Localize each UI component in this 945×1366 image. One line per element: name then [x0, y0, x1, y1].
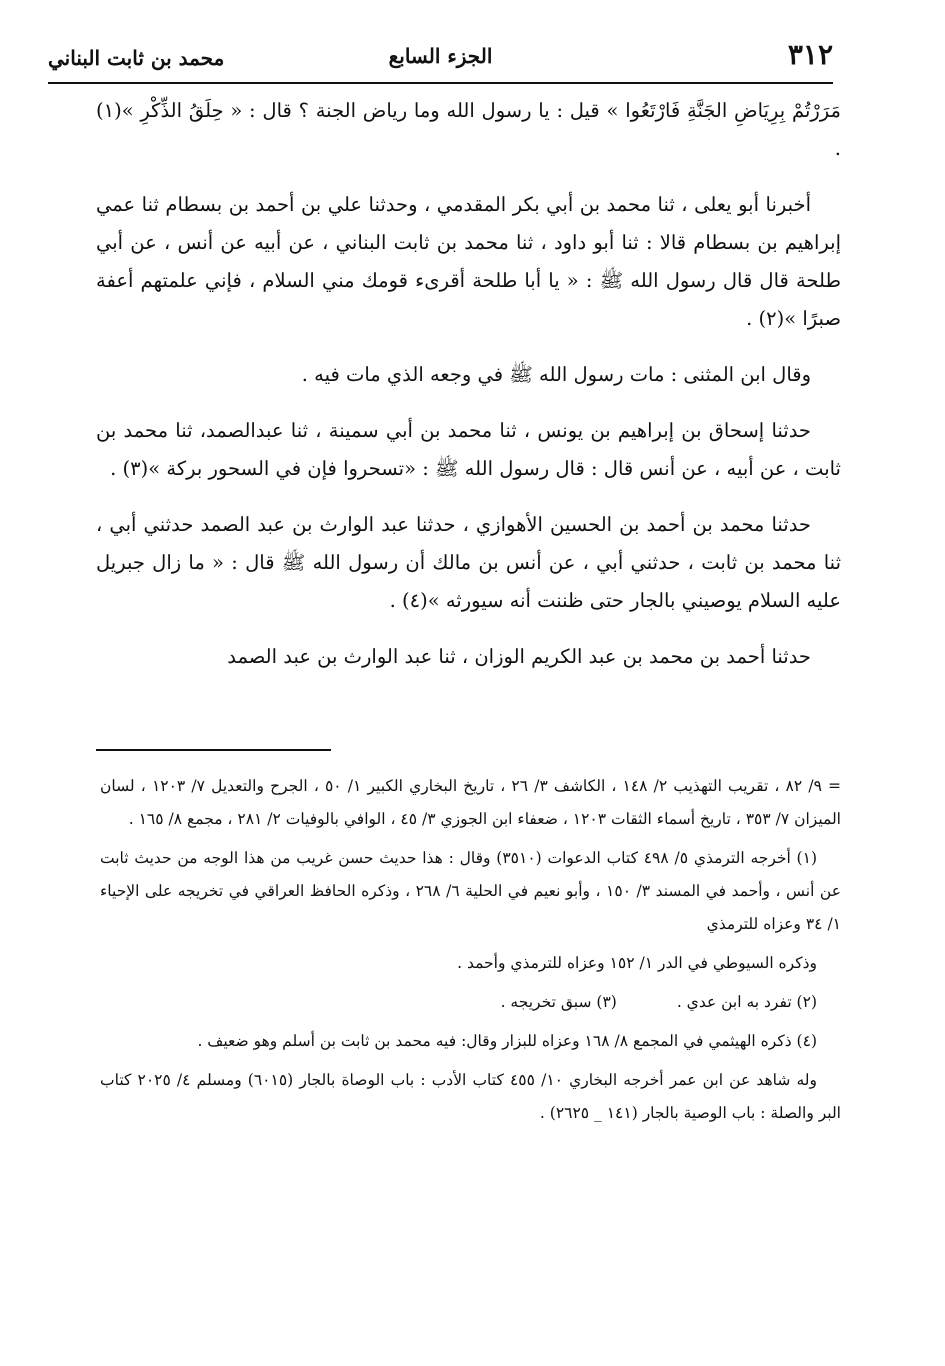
footnote-1-continued: وذكره السيوطي في الدر ١/ ١٥٢ وعزاه للترمذي وأحمد . [457, 954, 817, 972]
footnote-separator [96, 749, 331, 751]
footnote-4: (٤) ذكره الهيثمي في المجمع ٨/ ١٦٨ وعزاه للبزار وقال: فيه محمد بن ثابت بن أسلم وهو ضعيف . [197, 1032, 817, 1050]
footnote-4-witness: وله شاهد عن ابن عمر أخرجه البخاري ١٠/ ٤٥٥ كتاب الأدب : باب الوصاة بالجار (٦٠١٥) ومسلم ٤/ ٢٠٢٥ كتاب البر والصلة : باب الوصية بالجار (١٤١ _ ٢٦٢٥) . [100, 1071, 841, 1122]
header-rule [48, 82, 833, 84]
paragraph: حدثنا محمد بن أحمد بن الحسين الأهوازي ، حدثنا عبد الوارث بن عبد الصمد حدثني أبي ، ثنا محمد بن ثابت ، حدثني أبي ، عن أنس بن مالك أن رسول الله ﷺ قال : « ما زال جبريل عليه السلام يوصيني بالجار حتى ظننت أنه سيورثه »(٤) . [96, 513, 841, 612]
paragraph: حدثنا أحمد بن محمد بن عبد الكريم الوزان ، ثنا عبد الوارث بن عبد الصمد [227, 645, 811, 668]
paragraph: أخبرنا أبو يعلى ، ثنا محمد بن أبي بكر المقدمي ، وحدثنا علي بن أحمد بن بسطام ثنا عمي إبراهيم بن بسطام قالا : ثنا أبو داود ، ثنا محمد بن ثابت البناني ، عن أبيه عن أنس ، عن أبي طلحة قال قال رسول الله ﷺ : « يا أبا طلحة أقرىء قومك مني السلام ، فإني علمتهم أعفة صبرًا »(٢) . [96, 193, 841, 330]
footnote-2: (٢) تفرد به ابن عدي . [676, 993, 817, 1011]
footnote-3: (٣) سبق تخريجه . [500, 993, 617, 1011]
paragraph: حدثنا إسحاق بن إبراهيم بن يونس ، ثنا محمد بن أبي سمينة ، ثنا عبدالصمد، ثنا محمد بن ثابت ، عن أبيه ، عن أنس قال : قال رسول الله ﷺ : «تسحروا فإن في السحور بركة »(٣) . [96, 419, 841, 480]
paragraph: وقال ابن المثنى : مات رسول الله ﷺ في وجعه الذي مات فيه . [301, 363, 811, 386]
footnotes [100, 770, 841, 1136]
footnote-continuation: = ٩/ ٨٢ ، تقريب التهذيب ٢/ ١٤٨ ، الكاشف ٣/ ٢٦ ، تاريخ البخاري الكبير ١/ ٥٠ ، الجرح والتعديل ٧/ ١٢٠٣ ، لسان الميزان ٧/ ٣٥٣ ، تاريخ أسماء الثقات ١٢٠٣ ، ضعفاء ابن الجوزي ٣/ ٤٥ ، الوافي بالوفيات ٢/ ٢٨١ ، مجمع ٨/ ١٦٥ . [100, 777, 842, 828]
running-title: محمد بن ثابت البناني [48, 46, 225, 70]
main-text [96, 92, 841, 694]
part-title: الجزء السابع [388, 44, 493, 68]
page-header [48, 38, 833, 80]
footnotes-2-3 [100, 986, 841, 1019]
page-number: ٣١٢ [787, 38, 833, 71]
paragraph: مَرَرْتُمْ بِرِيَاضِ الجَنَّةِ فَارْتَعُوا » قيل : يا رسول الله وما رياض الجنة ؟ قال : « حِلَقُ الذِّكْرِ »(١) . [96, 99, 841, 160]
footnote-1: (١) أخرجه الترمذي ٥/ ٤٩٨ كتاب الدعوات (٣٥١٠) وقال : هذا حديث حسن غريب من هذا الوجه من حديث ثابت عن أنس ، وأحمد في المسند ٣/ ١٥٠ ، وأبو نعيم في الحلية ٦/ ٢٦٨ ، وذكره الحافظ العراقي في تخريجه على الإحياء ١/ ٣٤ وعزاه للترمذي [100, 849, 841, 933]
